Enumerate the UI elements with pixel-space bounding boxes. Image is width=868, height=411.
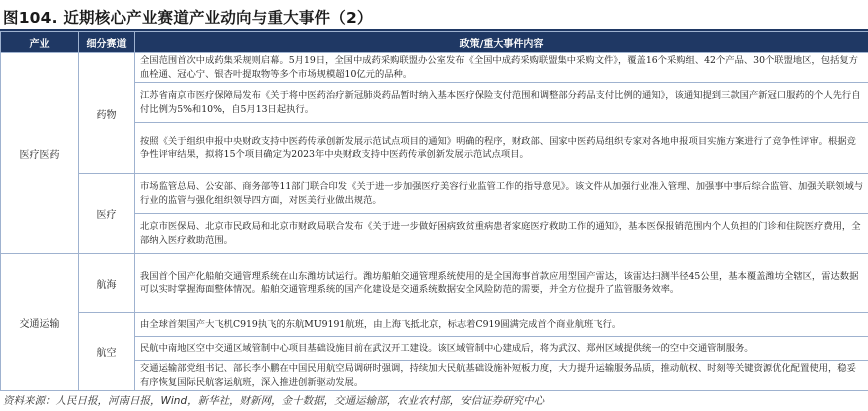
event-text: 由全球首架国产大飞机C919执飞的东航MU9191航班，由上海飞抵北京，标志着C919圆满完成首个商业航班飞行。 — [140, 318, 622, 330]
segment-cell: 医疗 — [79, 174, 135, 254]
event-cell — [135, 361, 868, 391]
event-cell — [135, 123, 868, 174]
table-row — [1, 313, 868, 337]
event-cell — [135, 337, 868, 361]
figure-title: 图104. 近期核心产业赛道产业动向与重大事件（2） — [3, 9, 373, 27]
industry-cell: 医疗医药 — [1, 53, 79, 254]
segment-cell: 航空 — [79, 313, 135, 391]
event-text: 我国首个国产化船舶交通管理系统在山东潍坊试运行。潍坊船舶交通管理系统使用的是全国海事首款应用型国产雷达，该雷达扫测半径45公里，基本覆盖潍坊全辖区，雷达数据可以实时掌握海面整体情况。船舶交通管理系统的国产化建设是交通系统数据安全风险防范的需要，并全方位提升了监管服务效率。 — [140, 270, 859, 295]
event-text: 市场监管总局、公安部、商务部等11部门联合印发《关于进一步加强医疗美容行业监管工作的指导意见》。该文件从加强行业准入管理、加强事中事后综合监管、加强关联领域与行业的监管与强化组织领导四方面，对医美行业做出规范。 — [140, 181, 864, 206]
event-cell — [135, 254, 868, 313]
event-text: 江苏省南京市医疗保障局发布《关于将中医药治疗新冠肺炎药品暂时纳入基本医疗保险支付范围和调整部分药品支付比例的通知》，该通知提到三款国产新冠口服药的个人先行自付比例为5%和10%，自5月13日起执行。 — [140, 90, 861, 115]
industry-cell: 交通运输 — [1, 254, 79, 391]
event-text: 交通运输部党组书记、部长李小鹏在中国民用航空局调研时强调，持续加大民航基础设施补短板力度，大力提升运输服务品质，推动航权、时刻等关键资源优化配置使用，稳妥有序恢复国际民航客运航班，深入推进创新驱动发展。 — [140, 363, 856, 388]
table-row — [1, 53, 868, 83]
events-table — [0, 31, 868, 391]
event-text: 全国范围首次中成药集采规则启幕。5月19日，全国中成药采购联盟办公室发布《全国中成药采购联盟集中采购文件》，覆盖16个采购组、42个产品、30个联盟地区，包括复方血栓通、冠心宁、银杏叶提取物等多个市场规模超10亿元的品种。 — [140, 55, 858, 80]
event-cell — [135, 214, 868, 254]
event-cell — [135, 313, 868, 337]
segment-cell: 药物 — [79, 53, 135, 174]
header-industry: 产业 — [1, 32, 79, 53]
header-content: 政策/重大事件内容 — [135, 32, 868, 53]
event-text: 北京市医保局、北京市民政局和北京市财政局联合发布《关于进一步做好困病致贫重病患者家庭医疗救助工作的通知》，基本医保报销范围内个人负担的门诊和住院医疗费用，全部纳入医疗救助范围。 — [140, 221, 861, 246]
event-cell — [135, 53, 868, 83]
event-cell — [135, 174, 868, 214]
table-row — [1, 174, 868, 214]
source-note: 资料来源：人民日报，河南日报，Wind，新华社，财新网，金十数据，交通运输部，农业农村部，安信证券研究中心 — [3, 395, 545, 407]
event-text: 按照《关于组织申报中央财政支持中医药传承创新发展示范试点项目的通知》明确的程序，财政部、国家中医药局组织专家对各地申报项目实施方案进行了竞争性评审。根据竞争性评审结果，拟将15个项目确定为2023年中央财政支持中医药传承创新发展示范试点项目。 — [140, 135, 856, 160]
table-row — [1, 254, 868, 313]
event-text: 民航中南地区空中交通区域管制中心项目基础设施目前在武汉开工建设。该区域管制中心建成后，将为武汉、郑州区域提供统一的空中交通管制服务。 — [140, 342, 754, 354]
header-segment: 细分赛道 — [79, 32, 135, 53]
segment-cell: 航海 — [79, 254, 135, 313]
table-header-row — [1, 32, 868, 53]
event-cell — [135, 83, 868, 123]
